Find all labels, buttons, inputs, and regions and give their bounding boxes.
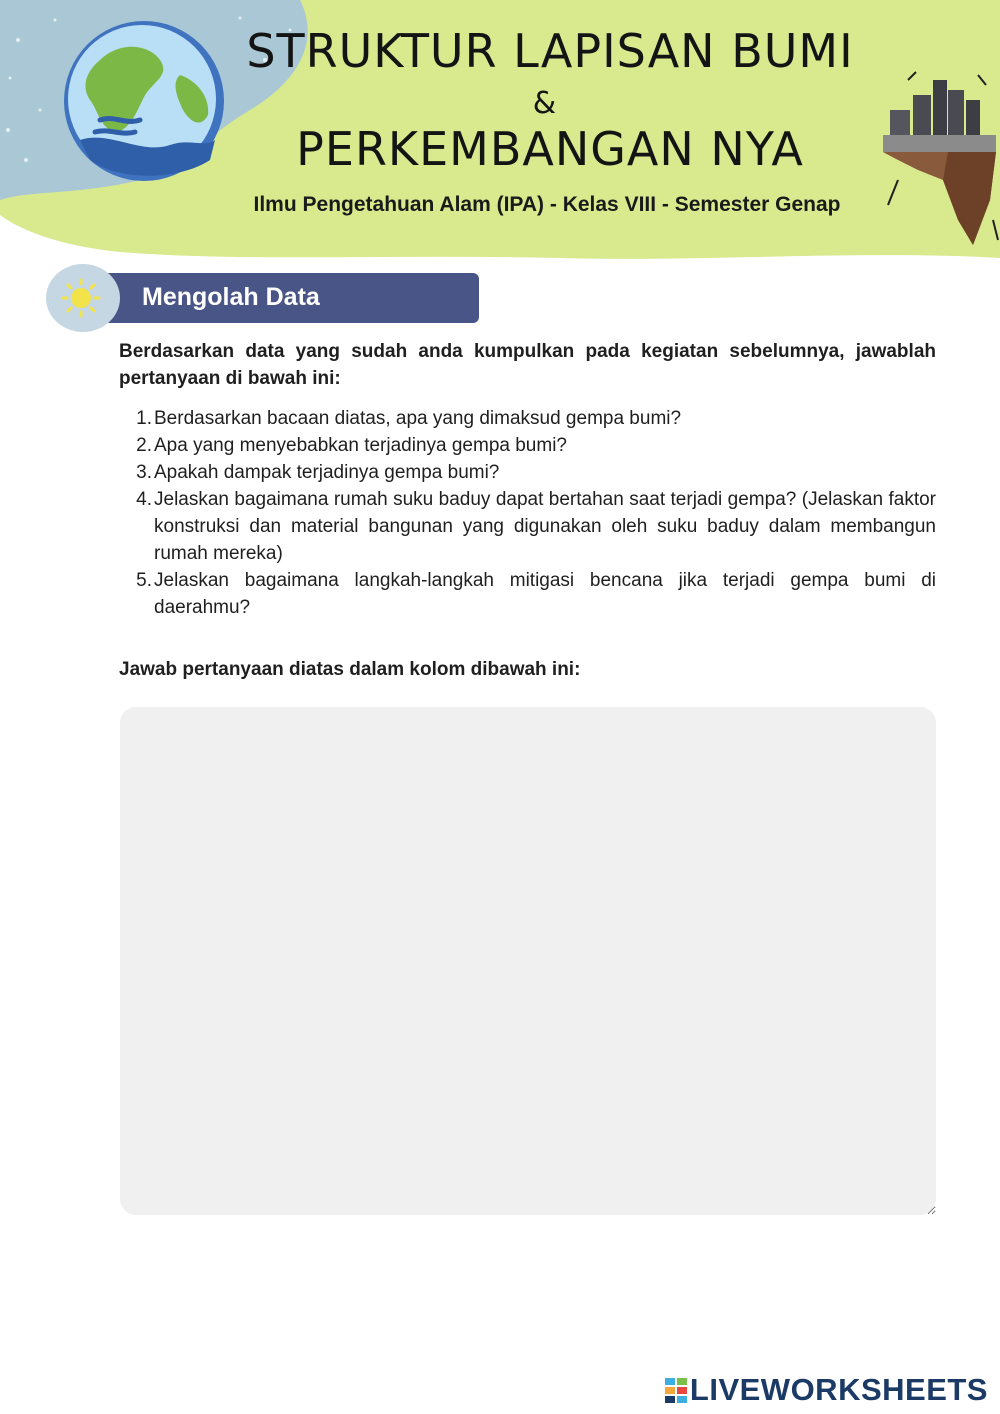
intro-instructions: Berdasarkan data yang sudah anda kumpulkan pada kegiatan sebelumnya, jawablah pertanyaan di bawah ini: — [119, 341, 936, 389]
answer-prompt: Jawab pertanyaan diatas dalam kolom dibawah ini: — [119, 659, 581, 680]
question-text: Jelaskan bagaimana langkah-langkah mitigasi bencana jika terjadi gempa bumi di daerahmu? — [154, 570, 936, 618]
liveworksheets-logo-icon — [664, 1376, 688, 1404]
sun-badge — [46, 264, 120, 332]
answer-textarea[interactable] — [120, 707, 936, 1215]
question-number: 4. — [136, 489, 152, 510]
subtitle: Ilmu Pengetahuan Alam (IPA) - Kelas VIII - Semester Genap — [253, 193, 841, 216]
list-item — [119, 486, 936, 567]
sun-icon — [46, 264, 120, 332]
question-number: 2. — [136, 435, 152, 456]
title-ampersand: & — [532, 86, 558, 121]
liveworksheets-logo[interactable] — [664, 1372, 988, 1408]
list-item — [119, 432, 936, 459]
list-item — [119, 405, 936, 432]
question-number: 1. — [136, 408, 152, 429]
list-item — [119, 459, 936, 486]
list-item — [119, 567, 936, 621]
question-text: Apakah dampak terjadinya gempa bumi? — [154, 462, 500, 483]
question-text: Berdasarkan bacaan diatas, apa yang dimaksud gempa bumi? — [154, 408, 682, 429]
question-list — [119, 405, 936, 621]
title-line-1: STRUKTUR LAPISAN BUMI — [246, 24, 854, 78]
logo-text: LIVEWORKSHEETS — [689, 1372, 988, 1407]
question-text: Apa yang menyebabkan terjadinya gempa bumi? — [154, 435, 567, 456]
question-number: 5. — [136, 570, 152, 591]
question-text: Jelaskan bagaimana rumah suku baduy dapat bertahan saat terjadi gempa? (Jelaskan faktor konstruksi dan material bangunan yang digunakan oleh suku baduy dalam membangun rumah mereka) — [154, 489, 936, 564]
question-number: 3. — [136, 462, 152, 483]
title-line-2: PERKEMBANGAN NYA — [296, 122, 804, 176]
section-title: Mengolah Data — [142, 283, 320, 311]
